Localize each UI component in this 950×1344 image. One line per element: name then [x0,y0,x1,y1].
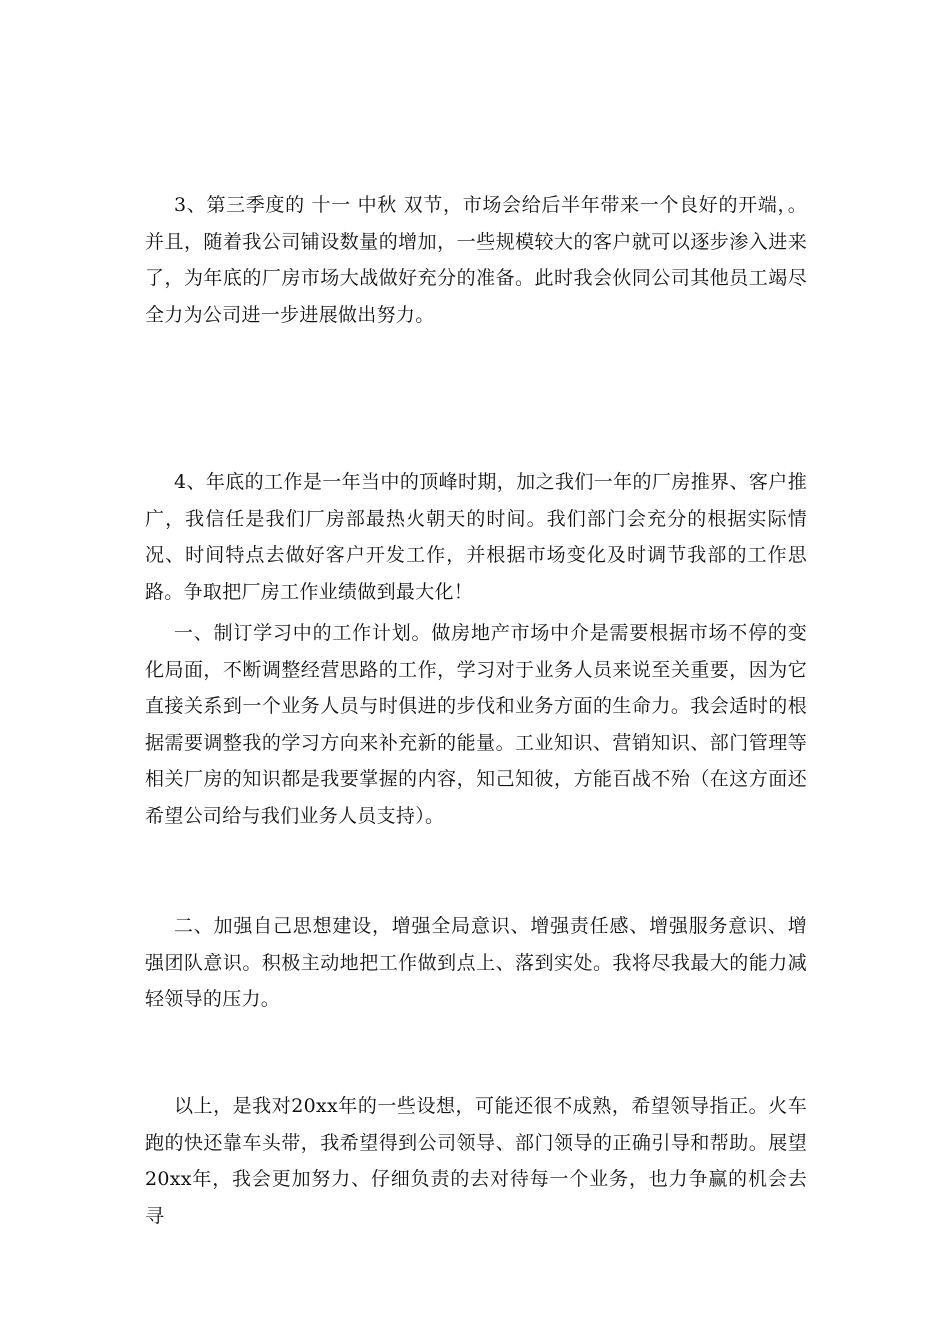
paragraph-mindset-building: 二、加强自己思想建设，增强全局意识、增强责任感、增强服务意识、增强团队意识。积极主动地把工作做到点上、落到实处。我将尽我最大的能力减轻领导的压力。 [145,915,807,1010]
paragraph-conclusion: 以上，是我对20xx年的一些设想，可能还很不成熟，希望领导指正。火车跑的快还靠车头带，我希望得到公司领导、部门领导的正确引导和帮助。展望20xx年，我会更加努力、仔细负责的去对待每一个业务，也力争赢的机会去寻 [145,1095,807,1227]
paragraph-q3-plan: 3、第三季度的 十一 中秋 双节，市场会给后半年带来一个良好的开端，。并且，随着我公司铺设数量的增加，一些规模较大的客户就可以逐步渗入进来了，为年底的厂房市场大战做好充分的准备。此时我会伙同公司其他员工竭尽全力为公司进一步进展做出努力。 [145,194,807,326]
paragraph-study-plan: 一、制订学习中的工作计划。做房地产市场中介是需要根据市场不停的变化局面，不断调整经营思路的工作，学习对于业务人员来说至关重要，因为它直接关系到一个业务人员与时俱进的步伐和业务方面的生命力。我会适时的根据需要调整我的学习方向来补充新的能量。工业知识、营销知识、部门管理等相关厂房的知识都是我要掌握的内容，知己知彼，方能百战不殆（在这方面还希望公司给与我们业务人员支持）。 [145,622,807,827]
paragraph-year-end-plan: 4、年底的工作是一年当中的顶峰时期，加之我们一年的厂房推界、客户推广，我信任是我们厂房部最热火朝天的时间。我们部门会充分的根据实际情况、时间特点去做好客户开发工作，并根据市场变化及时调节我部的工作思路。争取把厂房工作业绩做到最大化！ [145,471,807,603]
